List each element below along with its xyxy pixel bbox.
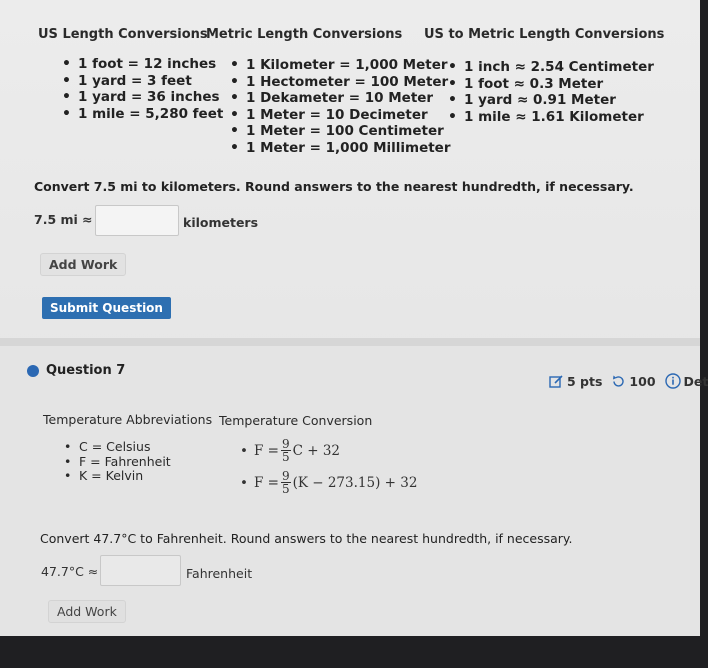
list-item: • 1 Dekameter = 10 Meter (228, 90, 451, 107)
list-item: • 1 mile ≈ 1.61 Kilometer (446, 109, 654, 126)
fraction: $\frac{9}{5}$ (281, 437, 290, 464)
unit-label: kilometers (183, 215, 259, 230)
list-item: • C = Celsius (61, 440, 171, 455)
question-7-prompt: Convert 47.7°C to Fahrenheit. Round answers to the nearest hundredth, if necessary. (40, 531, 573, 546)
formula-rhs: (K − 273.15) + 32 (292, 474, 418, 491)
list-item: • K = Kelvin (61, 469, 171, 484)
divider (0, 338, 700, 346)
list-item: • 1 yard ≈ 0.91 Meter (446, 92, 654, 109)
submit-question-button[interactable]: Submit Question (42, 297, 171, 319)
list-item: • 1 yard = 36 inches (60, 89, 223, 106)
question-6-prompt: Convert 7.5 mi to kilometers. Round answers to the nearest hundredth, if necessary. (34, 179, 634, 194)
list-item: • 1 foot = 12 inches (60, 56, 223, 73)
add-work-button[interactable]: Add Work (48, 600, 126, 623)
us-length-title: US Length Conversions (38, 27, 208, 42)
question-status-dot (27, 365, 39, 377)
formula-lhs: F = (253, 442, 279, 459)
kilometers-answer-input[interactable] (95, 205, 179, 236)
fraction: $\frac{9}{5}$ (281, 469, 290, 496)
metric-length-title: Metric Length Conversions (206, 27, 403, 42)
list-item: • F = Fahrenheit (61, 455, 171, 470)
us-to-metric-list (446, 59, 654, 125)
formula-kelvin-to-fahrenheit: • F = $\frac{9}{5}$ (K − 273.15) + 32 (240, 469, 418, 496)
list-item: • 1 mile = 5,280 feet (60, 106, 223, 123)
list-item: • 1 Hectometer = 100 Meter (228, 74, 451, 91)
temperature-abbreviation-list (61, 440, 171, 484)
temperature-abbreviations-title: Temperature Abbreviations (43, 412, 213, 427)
formula-rhs: C + 32 (292, 442, 340, 459)
unit-label: Fahrenheit (186, 566, 253, 581)
answer-label: 47.7°C ≈ (41, 564, 99, 579)
metric-length-list (228, 57, 451, 156)
question-meta (549, 373, 708, 389)
list-item: • 1 Meter = 1,000 Millimeter (228, 140, 451, 157)
list-item: • 1 inch ≈ 2.54 Centimeter (446, 59, 654, 76)
answer-label: 7.5 mi ≈ (34, 212, 93, 227)
us-to-metric-title: US to Metric Length Conversions (424, 27, 665, 42)
temperature-conversion-title: Temperature Conversion (219, 413, 373, 428)
list-item: • 1 Meter = 10 Decimeter (228, 107, 451, 124)
formula-lhs: F = (253, 474, 279, 491)
fahrenheit-answer-input[interactable] (100, 555, 181, 586)
formula-celsius-to-fahrenheit: • F = $\frac{9}{5}$ C + 32 (240, 437, 340, 464)
question-7-title: Question 7 (46, 363, 126, 378)
list-item: • 1 yard = 3 feet (60, 73, 223, 90)
list-item: • 1 foot ≈ 0.3 Meter (446, 76, 654, 93)
points-value: 5 pts (567, 373, 603, 389)
list-item: • 1 Kilometer = 1,000 Meter (228, 57, 451, 74)
edit-icon (549, 374, 564, 389)
retry-icon (611, 374, 626, 389)
add-work-button[interactable]: Add Work (40, 253, 126, 276)
us-length-list (60, 56, 223, 122)
info-icon[interactable] (665, 373, 681, 389)
attempts-value: 100 (629, 373, 656, 389)
list-item: • 1 Meter = 100 Centimeter (228, 123, 451, 140)
question-7-pane (0, 346, 708, 636)
details-link[interactable]: Det (683, 373, 708, 389)
